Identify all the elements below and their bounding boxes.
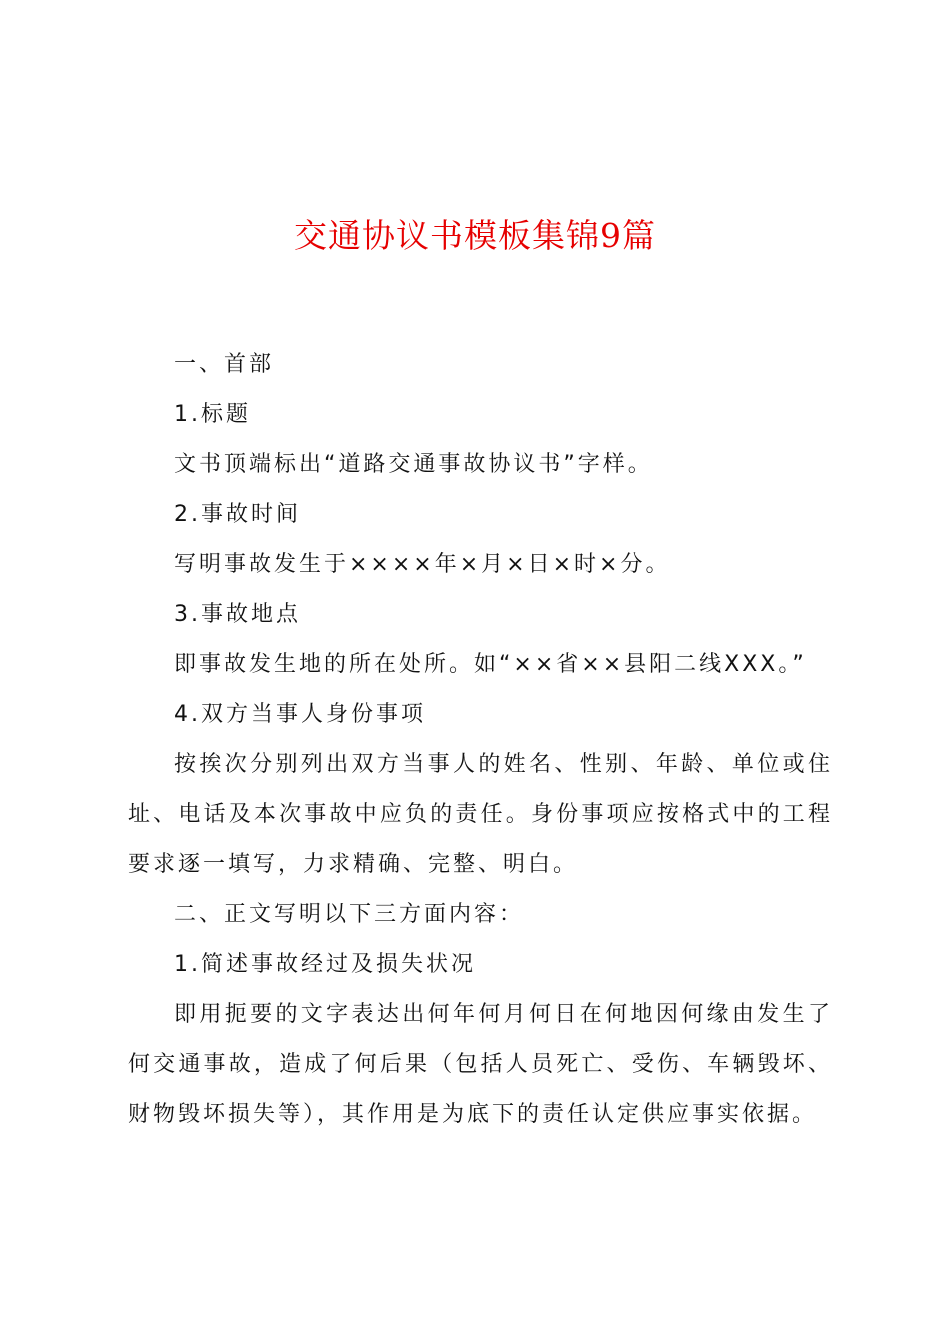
document-title: 交通协议书模板集锦9篇 [294,216,656,255]
subheading: 1.标题 [174,402,251,427]
subheading: 3.事故地点 [174,602,301,627]
section-heading: 二、正文写明以下三方面内容： [174,902,525,927]
paragraph: 写明事故发生于××××年×月×日×时×分。 [174,552,671,577]
paragraph: 按挨次分别列出双方当事人的姓名、性别、年龄、单位或住址、电话及本次事故中应负的责任。身份事项应按格式中的工程要求逐一填写，力求精确、完整、明白。 [128,752,833,877]
paragraph: 即用扼要的文字表达出何年何月何日在何地因何缘由发生了何交通事故，造成了何后果（包括人员死亡、受伤、车辆毁坏、财物毁坏损失等），其作用是为底下的责任认定供应事实依据。 [128,1002,833,1127]
subheading: 2.事故时间 [174,502,301,527]
paragraph: 即事故发生地的所在处所。如“××省××县阳二线XXX。” [174,652,807,677]
subheading: 4.双方当事人身份事项 [174,702,426,727]
section-heading: 一、首部 [174,352,275,377]
paragraph: 文书顶端标出“道路交通事故协议书”字样。 [174,452,653,477]
document-body [128,340,833,1140]
subheading: 1.简述事故经过及损失状况 [174,952,476,977]
